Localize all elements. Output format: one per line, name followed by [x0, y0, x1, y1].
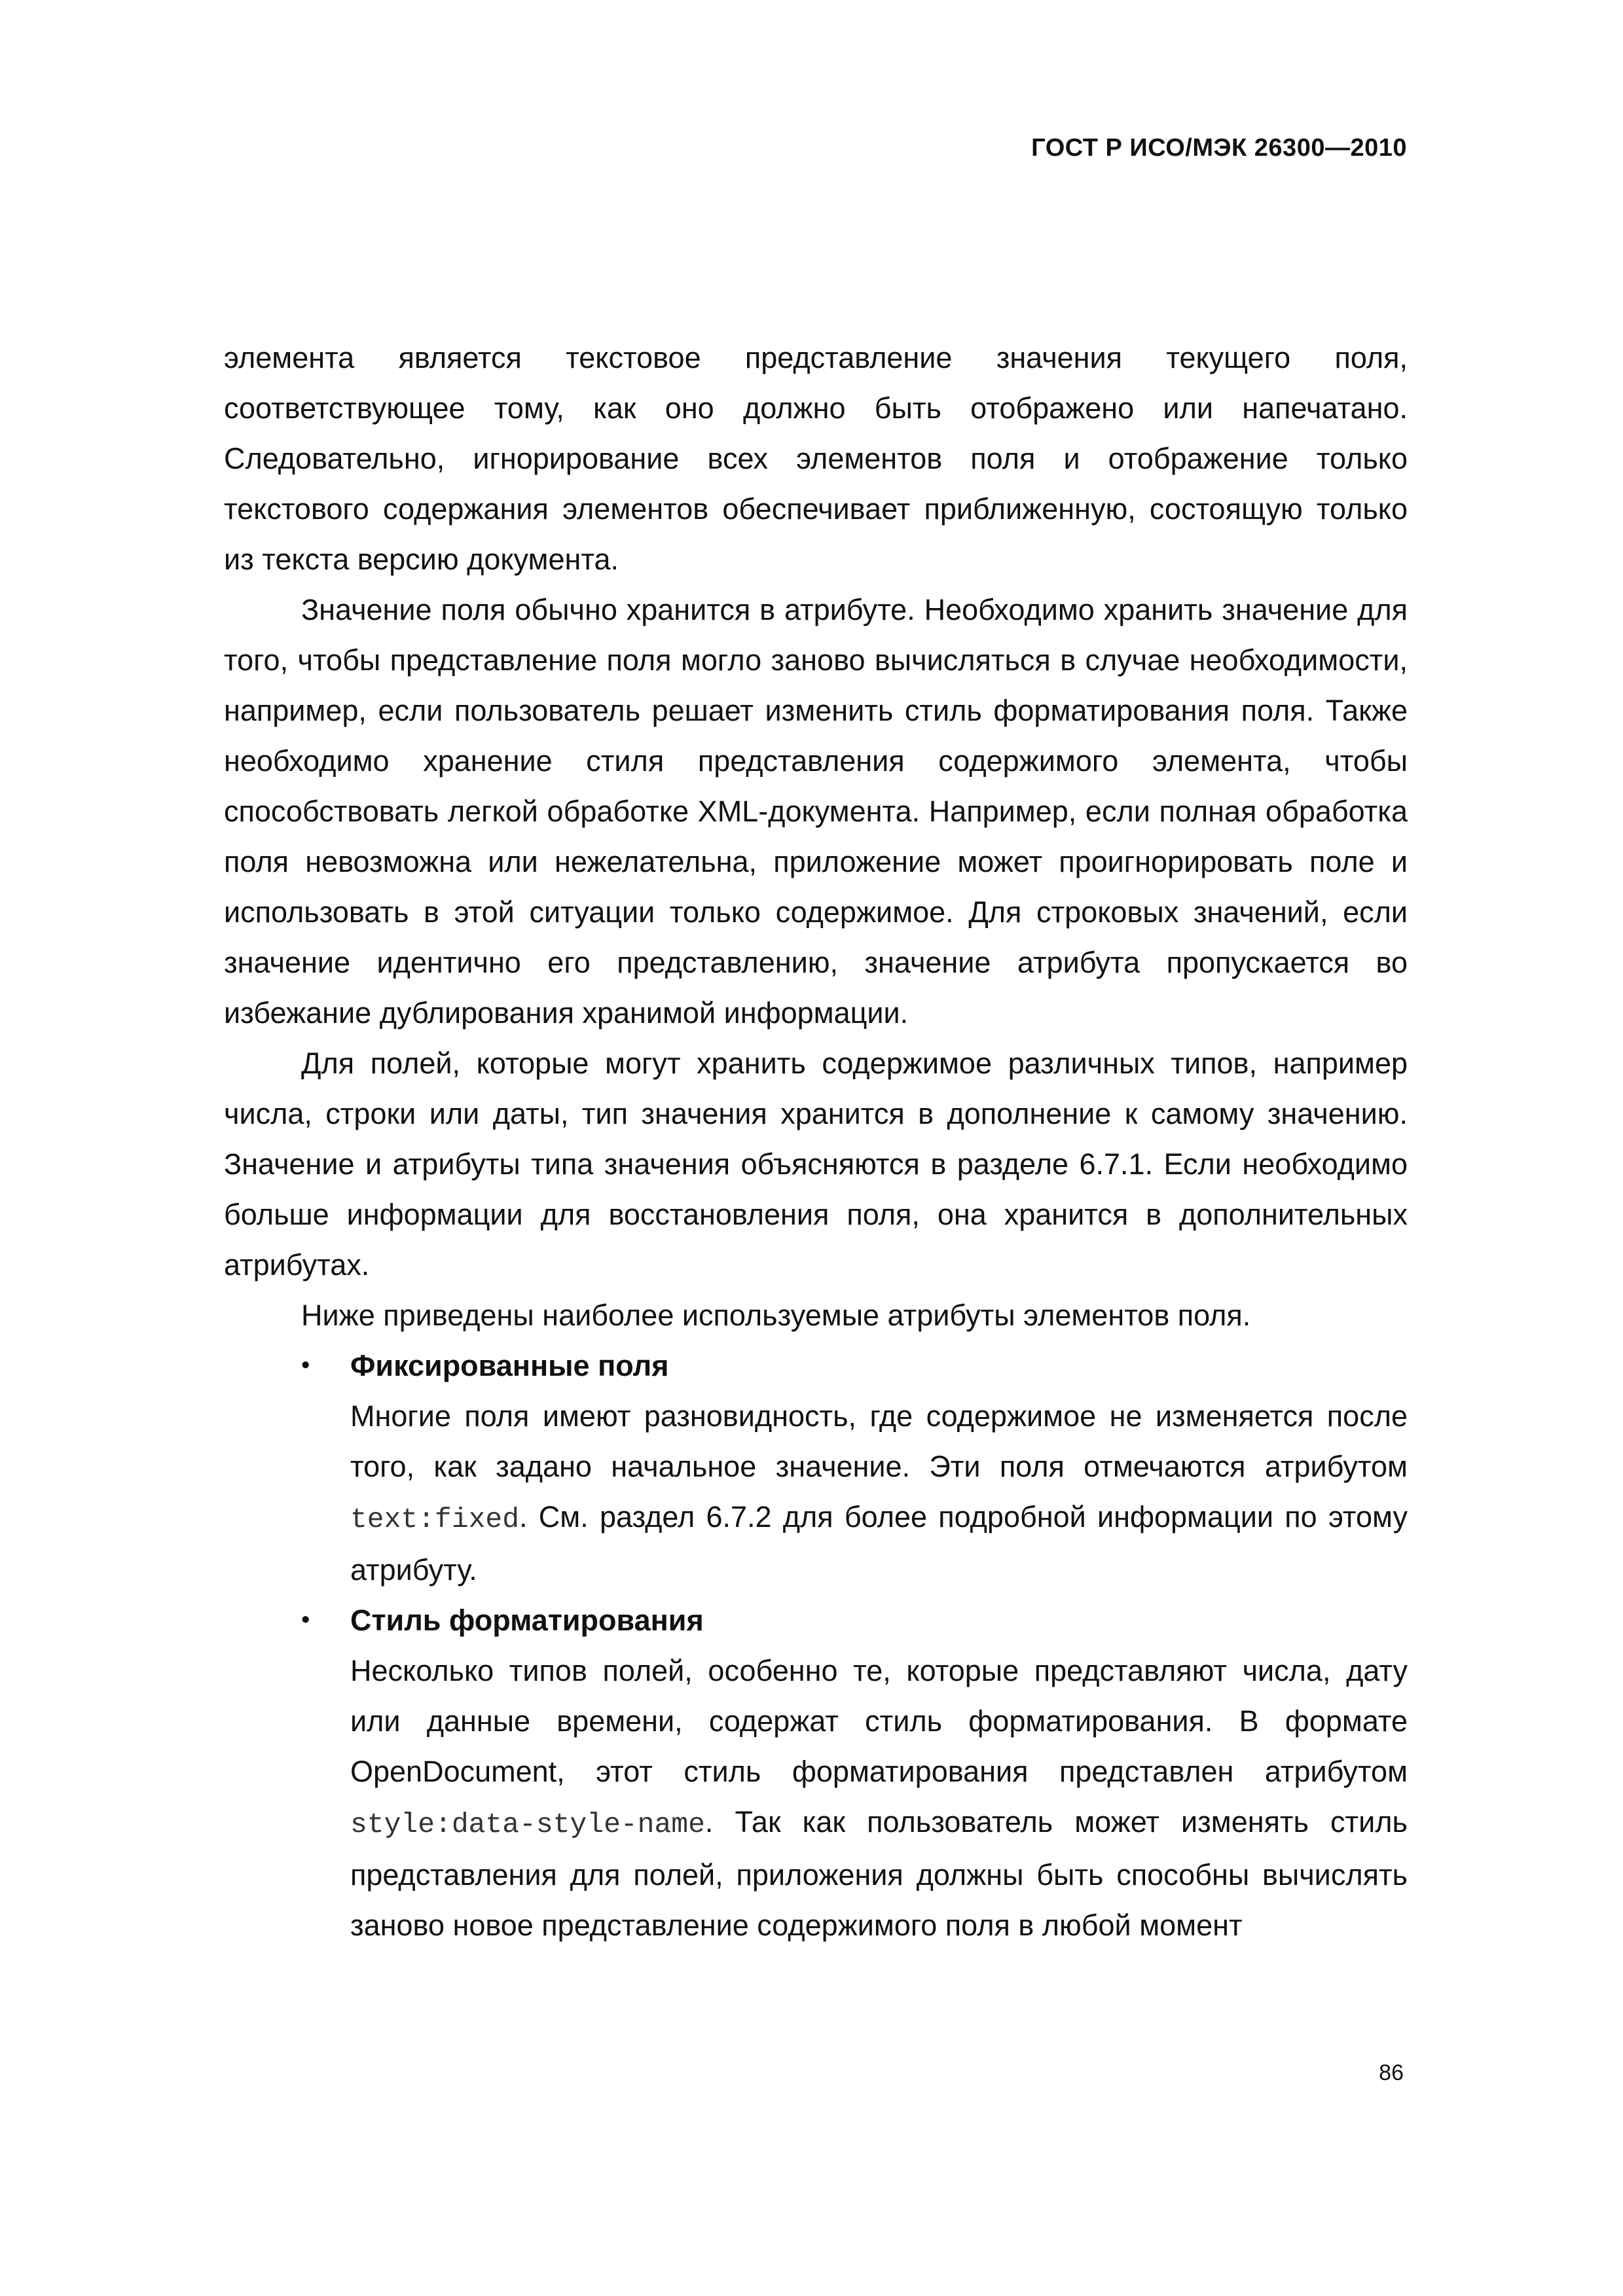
- list-item-title: Фиксированные поля: [350, 1349, 669, 1382]
- bullet-marker: •: [301, 1352, 310, 1379]
- list-item-title: Стиль форматирования: [350, 1604, 704, 1637]
- attribute-list: [301, 1340, 1408, 1950]
- paragraph-3: Для полей, которые могут хранить содержимое различных типов, например числа, строки или даты, тип значения хранится в дополнение к самому значению. Значение и атрибуты типа значения объясняются в разделе 6.7.1. Если необходимо больше информации для восстановления поля, она хранится в дополнительных атрибутах.: [224, 1047, 1408, 1282]
- description-text: . Так как пользователь может изменять стиль представления для полей, приложения должны быть способны вычислять заново новое представление содержимого поля в любой момент: [350, 1805, 1408, 1942]
- list-item-format-style: [301, 1595, 1408, 1950]
- page-number: 86: [1379, 2060, 1404, 2085]
- list-item-description: [350, 1645, 1408, 1950]
- description-text: Многие поля имеют разновидность, где содержимое не изменяется после того, как задано начальное значение. Эти поля отмечаются атрибутом: [350, 1399, 1408, 1483]
- paragraph-1: элемента является текстовое представление значения текущего поля, соответствующее тому, как оно должно быть отображено или напечатано. Следовательно, игнорирование всех элементов поля и отображение только текстового содержания элементов обеспечивает приближенную, состоящую только из текста версию документа.: [224, 341, 1408, 576]
- document-header: ГОСТ Р ИСО/МЭК 26300—2010: [1031, 134, 1407, 162]
- description-text: Несколько типов полей, особенно те, которые представляют числа, дату или данные времени, содержат стиль форматирования. В формате OpenDocument, этот стиль форматирования представлен атрибутом: [350, 1654, 1408, 1788]
- code-attribute: style:data-style-name: [350, 1808, 705, 1840]
- code-attribute: text:fixed: [350, 1503, 520, 1535]
- bullet-marker: •: [301, 1606, 310, 1634]
- paragraph-4: Ниже приведены наиболее используемые атрибуты элементов поля.: [301, 1299, 1251, 1332]
- list-item-description: [350, 1391, 1408, 1595]
- description-text: . См. раздел 6.7.2 для более подробной информации по этому атрибуту.: [350, 1500, 1408, 1587]
- paragraph-2: Значение поля обычно хранится в атрибуте. Необходимо хранить значение для того, чтобы представление поля могло заново вычисляться в случае необходимости, например, если пользователь решает изменить стиль форматирования поля. Также необходимо хранение стиля представления содержимого элемента, чтобы способствовать легкой обработке XML-документа. Например, если полная обработка поля невозможна или нежелательна, приложение может проигнорировать поле и использовать в этой ситуации только содержимое. Для строковых значений, если значение идентично его представлению, значение атрибута пропускается во избежание дублирования хранимой информации.: [224, 593, 1408, 1030]
- list-item-fixed-fields: [301, 1340, 1408, 1595]
- document-body: [224, 332, 1408, 1950]
